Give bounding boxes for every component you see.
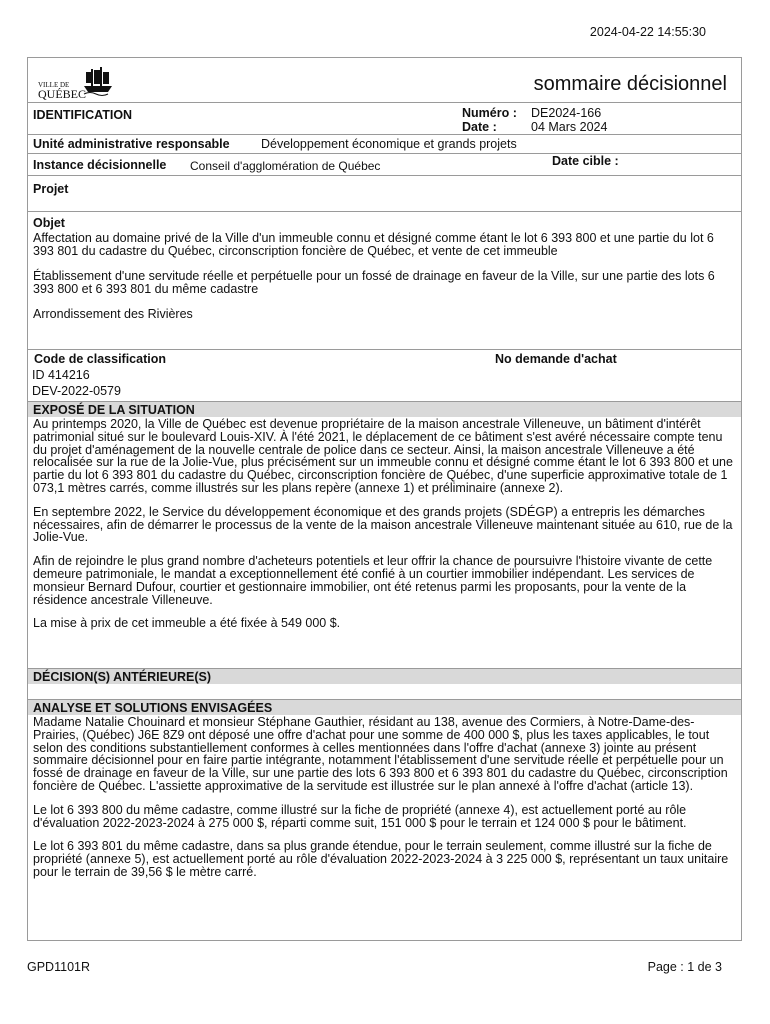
- analyse-paragraph: Le lot 6 393 800 du même cadastre, comme illustré sur la fiche de propriété (annexe 4), est actuellement porté au rôle d'évaluation 2022-2023-2024 à 275 000 $, réparti comme suit, 151 000 $ pour le terrain et 124 000 $ pour le bâtiment.: [33, 802, 687, 830]
- svg-text:VILLE DE: VILLE DE: [38, 81, 70, 89]
- date-value: 04 Mars 2024: [531, 120, 608, 134]
- expose-paragraph: Afin de rejoindre le plus grand nombre d'acheteurs potentiels et leur offrir la chance de poursuivre l'histoire vivante de cette demeure patrimoniale, le mandat a exceptionnellement été confié à un courtier immobilier indépendant. Les services de monsieur Bernard Dufour, courtier et gestionnaire immobilier, ont été retenus parmi les proposants, pour la vente de la résidence ancestrale Villeneuve.: [33, 554, 713, 607]
- classification-section: [28, 350, 741, 402]
- numero-label: Numéro :: [462, 106, 517, 120]
- instance-label: Instance décisionnelle: [33, 158, 167, 172]
- numero-value: DE2024-166: [531, 106, 602, 120]
- instance-decisionnelle-row: [28, 154, 741, 176]
- demande-achat-label: No demande d'achat: [495, 352, 617, 366]
- form-code: GPD1101R: [27, 960, 90, 974]
- objet-paragraph: Établissement d'une servitude réelle et perpétuelle pour un fossé de drainage en faveur de la Ville, sur une partie des lots 6 393 800 et 6 393 801 du même cadastre: [33, 268, 715, 296]
- decisions-section: [28, 669, 741, 700]
- objet-paragraph: Arrondissement des Rivières: [33, 306, 193, 321]
- instance-value: Conseil d'agglomération de Québec: [190, 159, 381, 173]
- projet-label: Projet: [33, 182, 69, 196]
- objet-label: Objet: [33, 216, 65, 230]
- analyse-paragraph: Le lot 6 393 801 du même cadastre, dans sa plus grande étendue, pour le terrain seulement, comme illustré sur la fiche de propriété (annexe 5), est actuellement porté au rôle d'évaluation 2022-2023-2024 à 3 225 000 $, représentant un taux unitaire pour le terrain de 39,56 $ le mètre carré.: [33, 839, 729, 879]
- expose-section: [28, 402, 741, 669]
- projet-section: [28, 176, 741, 212]
- expose-title: EXPOSÉ DE LA SITUATION: [28, 402, 741, 417]
- date-cible-label: Date cible :: [552, 154, 619, 168]
- code-classification-label: Code de classification: [34, 352, 166, 366]
- date-label: Date :: [462, 120, 497, 134]
- page-number: Page : 1 de 3: [647, 960, 722, 974]
- document-header: [28, 58, 741, 103]
- code-classification-value: DEV-2022-0579: [32, 384, 121, 398]
- document-frame: [27, 57, 742, 941]
- expose-paragraph: La mise à prix de cet immeuble a été fixée à 549 000 $.: [33, 616, 341, 631]
- expose-paragraph: Au printemps 2020, la Ville de Québec est devenue propriétaire de la maison ancestrale Villeneuve, un bâtiment d'intérêt patrimonial situé sur le boulevard Louis-XIV. À l'été 2021, le déplacement de ce bâtiment s'est avéré nécessaire compte tenu du projet d'aménagement de la nouvelle centrale de police dans ce secteur. Ainsi, la maison ancestrale Villeneuve a été relocalisée sur la rue de la Jolie-Vue, plus précisément sur un immeuble connu et désigné comme étant le lot 6 393 800 et une partie du lot 6 393 801 du cadastre du Québec, circonscription foncière de Québec, d'une superficie approximative totale de 1 073,1 mètres carrés, comme illustrés sur les plans repère (annexe 1) et préliminaire (annexe 2).: [33, 417, 733, 495]
- identification-label: IDENTIFICATION: [33, 108, 133, 122]
- unite-administrative-row: [28, 135, 741, 154]
- analyse-section: [28, 700, 741, 879]
- identification-section: [28, 103, 741, 135]
- unite-value: Développement économique et grands projets: [261, 137, 517, 151]
- ship-icon: [84, 67, 112, 96]
- code-classification-value: ID 414216: [32, 368, 90, 382]
- objet-section: [28, 212, 741, 350]
- ville-de-quebec-logo: [36, 64, 116, 100]
- analyse-paragraph: Madame Natalie Chouinard et monsieur Stéphane Gauthier, résidant au 138, avenue des Cormiers, à Notre-Dame-des-Prairies, (Québec) J6E 8Z9 ont déposé une offre d'achat pour une somme de 400 000 $, plus les taxes applicables, le tout selon des conditions substantiellement conformes à celles mentionnées dans l'offre d'achat (annexe 3) jointe au présent sommaire décisionnel pour en faire partie intégrante, notamment l'établissement d'une servitude réelle et perpétuelle pour un fossé de drainage en faveur de la Ville, sur une partie des lots 6 393 800 et 6 393 801 du cadastre du Québec, circonscription foncière de Québec. L'assiette approximative de la servitude est illustrée sur le plan annexé à l'offre d'achat (article 13).: [33, 715, 728, 793]
- unite-label: Unité administrative responsable: [33, 137, 230, 151]
- objet-paragraph: Affectation au domaine privé de la Ville d'un immeuble connu et désigné comme étant le lot 6 393 800 et une partie du lot 6 393 801 du cadastre du Québec, circonscription foncière de Québec, et vente de cet immeuble: [33, 230, 714, 258]
- svg-text:QUÉBEC: QUÉBEC: [38, 87, 86, 100]
- analyse-title: ANALYSE ET SOLUTIONS ENVISAGÉES: [28, 700, 741, 715]
- timestamp: 2024-04-22 14:55:30: [589, 25, 706, 39]
- expose-paragraph: En septembre 2022, le Service du développement économique et des grands projets (SDÉGP) a entrepris les démarches nécessaires, afin de démarrer le processus de la vente de la maison ancestrale Villeneuve maintenant située au 610, rue de la Jolie-Vue.: [33, 504, 733, 545]
- decisions-title: DÉCISION(S) ANTÉRIEURE(S): [28, 669, 741, 684]
- document-title: sommaire décisionnel: [533, 73, 727, 95]
